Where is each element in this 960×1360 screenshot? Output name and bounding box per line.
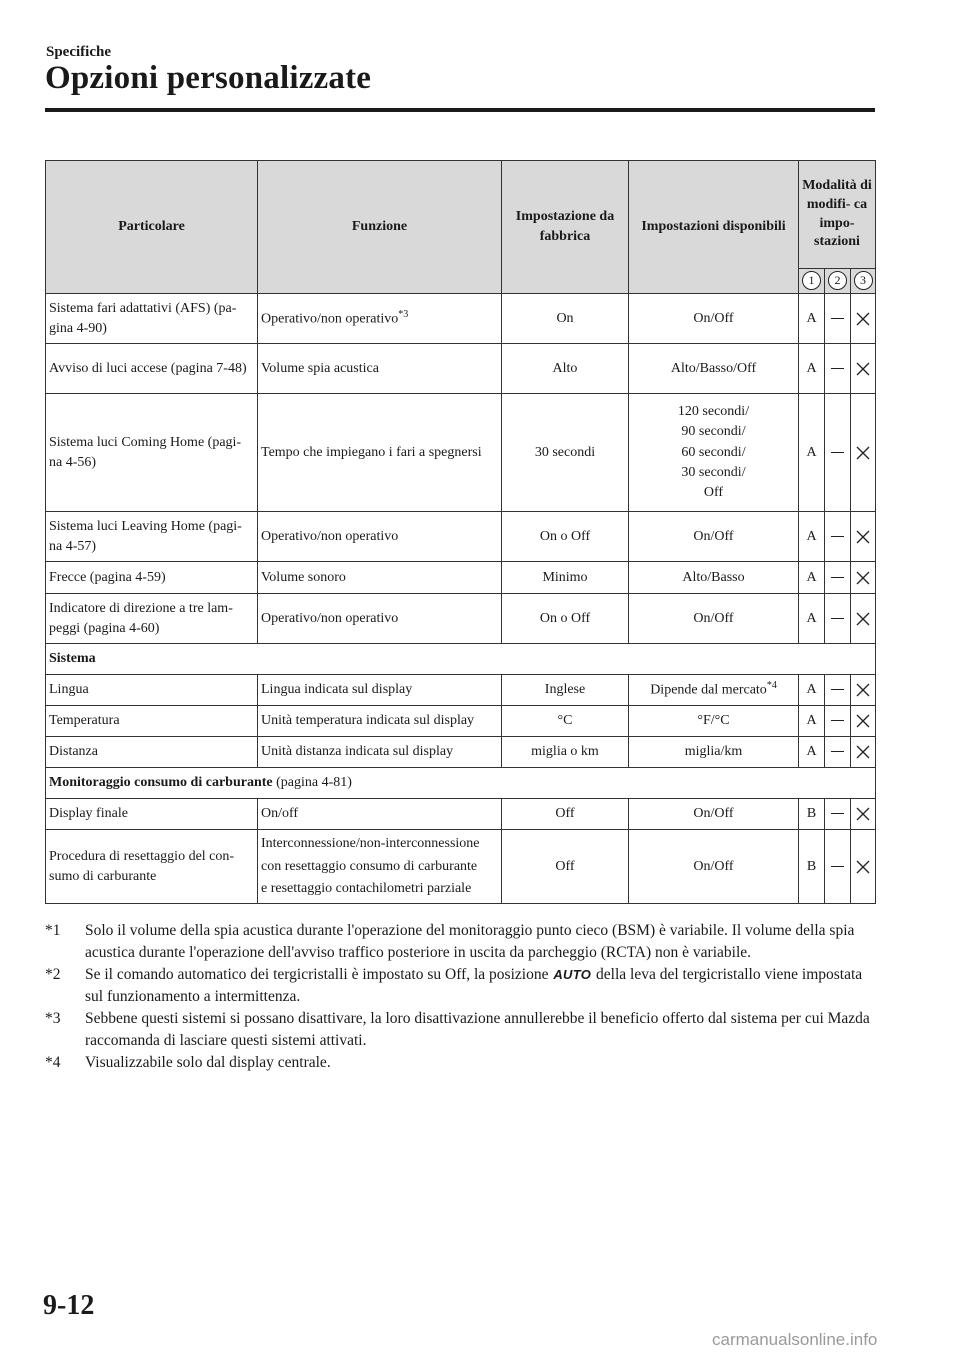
- table-row: [46, 799, 876, 830]
- section-row-fuel: [46, 768, 876, 799]
- mode-col-2: 2: [825, 269, 851, 294]
- dash-icon: [825, 394, 851, 512]
- table-row: [46, 737, 876, 768]
- cell-available: Alto/Basso/Off: [629, 344, 799, 394]
- cell-item: Indicatore di direzione a tre lam- peggi (pagina 4-60): [46, 594, 258, 644]
- cross-icon: [851, 394, 876, 512]
- table-row: [46, 594, 876, 644]
- cell-function: Unità distanza indicata sul display: [258, 737, 502, 768]
- table-row: [46, 830, 876, 904]
- cell-function: Tempo che impiegano i fari a spegnersi: [258, 394, 502, 512]
- dash-icon: [825, 512, 851, 562]
- cell-mode-1: A: [799, 394, 825, 512]
- table-row: [46, 344, 876, 394]
- cell-available: On/Off: [629, 512, 799, 562]
- cell-mode-1: A: [799, 294, 825, 344]
- dash-icon: [825, 830, 851, 904]
- cell-factory: Alto: [502, 344, 629, 394]
- cell-item: Sistema luci Leaving Home (pagi- na 4-57): [46, 512, 258, 562]
- cell-function: Operativo/non operativo: [258, 594, 502, 644]
- cell-available: °F/°C: [629, 706, 799, 737]
- cell-factory: °C: [502, 706, 629, 737]
- dash-icon: [825, 562, 851, 594]
- mode-col-3: 3: [851, 269, 876, 294]
- cell-mode-1: A: [799, 706, 825, 737]
- cell-function: Unità temperatura indicata sul display: [258, 706, 502, 737]
- footnotes: [45, 920, 875, 1074]
- cell-factory: miglia o km: [502, 737, 629, 768]
- cell-factory: Off: [502, 830, 629, 904]
- cross-icon: [851, 344, 876, 394]
- section-title: Sistema: [46, 644, 876, 675]
- cross-icon: [851, 706, 876, 737]
- cell-mode-1: A: [799, 675, 825, 706]
- cell-available: Dipende dal mercato$^{*4}$: [629, 675, 799, 706]
- header-function: Funzione: [258, 161, 502, 294]
- cell-item: Lingua: [46, 675, 258, 706]
- header-available-settings: Impostazioni disponibili: [629, 161, 799, 294]
- footnote: *3 Sebbene questi sistemi si possano disattivare, la loro disattivazione annullerebbe il beneficio offerto dal sistema per cui Mazda raccomanda di lasciare questi sistemi attivati.: [45, 1010, 870, 1049]
- cell-function: Volume sonoro: [258, 562, 502, 594]
- title-divider: [45, 108, 875, 112]
- cell-factory: Minimo: [502, 562, 629, 594]
- table-row: [46, 512, 876, 562]
- custom-options-table: [45, 160, 876, 904]
- cross-icon: [851, 830, 876, 904]
- cell-factory: On o Off: [502, 594, 629, 644]
- watermark: carmanualsonline.info: [712, 1330, 878, 1349]
- cell-item: Procedura di resettaggio del con- sumo di carburante: [46, 830, 258, 904]
- cell-available: 120 secondi/ 90 secondi/ 60 secondi/ 30 secondi/ Off: [629, 394, 799, 512]
- cell-mode-1: A: [799, 737, 825, 768]
- cell-factory: Off: [502, 799, 629, 830]
- dash-icon: [825, 737, 851, 768]
- table-row: [46, 294, 876, 344]
- cell-item: Frecce (pagina 4-59): [46, 562, 258, 594]
- cell-item: Sistema luci Coming Home (pagi- na 4-56): [46, 394, 258, 512]
- cross-icon: [851, 799, 876, 830]
- cell-available: On/Off: [629, 594, 799, 644]
- auto-badge-icon: AUTO: [553, 967, 592, 982]
- dash-icon: [825, 594, 851, 644]
- footnote: *4 Visualizzabile solo dal display centrale.: [45, 1054, 331, 1071]
- table-row: [46, 706, 876, 737]
- dash-icon: [825, 706, 851, 737]
- cell-factory: 30 secondi: [502, 394, 629, 512]
- cell-available: Alto/Basso: [629, 562, 799, 594]
- cell-available: On/Off: [629, 830, 799, 904]
- cell-mode-1: A: [799, 344, 825, 394]
- cell-factory: On: [502, 294, 629, 344]
- cell-function: Operativo/non operativo$^{*3}$: [258, 294, 502, 344]
- cell-mode-1: A: [799, 594, 825, 644]
- dash-icon: [825, 675, 851, 706]
- cross-icon: [851, 737, 876, 768]
- cell-item: Display finale: [46, 799, 258, 830]
- cell-item: Sistema fari adattativi (AFS) (pa- gina 4-90): [46, 294, 258, 344]
- section-title: Monitoraggio consumo di carburante (pagina 4-81): [46, 768, 876, 799]
- cross-icon: [851, 594, 876, 644]
- cell-available: On/Off: [629, 294, 799, 344]
- section-row-sistema: [46, 644, 876, 675]
- cell-available: On/Off: [629, 799, 799, 830]
- footnote: *2 Se il comando automatico dei tergicristalli è impostato su Off, la posizione AUTO della leva del tergicristallo viene impostata sul funzionamento a intermittenza.: [45, 966, 863, 1005]
- cell-function: On/off: [258, 799, 502, 830]
- header-factory-setting: Impostazione da fabbrica: [502, 161, 629, 294]
- cell-mode-1: B: [799, 830, 825, 904]
- footnote: *1 Solo il volume della spia acustica durante l'operazione del monitoraggio punto cieco (BSM) è variabile. Il volume della spia acustica durante l'operazione dell'avviso traffico posteriore in uscita da parcheggio (RCTA) non è variabile.: [45, 922, 855, 961]
- cross-icon: [851, 512, 876, 562]
- cell-mode-1: A: [799, 512, 825, 562]
- cross-icon: [851, 294, 876, 344]
- header-item: Particolare: [46, 161, 258, 294]
- cell-item: Avviso di luci accese (pagina 7-48): [46, 344, 258, 394]
- cell-function: Operativo/non operativo: [258, 512, 502, 562]
- mode-col-1: 1: [799, 269, 825, 294]
- cell-item: Distanza: [46, 737, 258, 768]
- dash-icon: [825, 799, 851, 830]
- cell-function: Volume spia acustica: [258, 344, 502, 394]
- cell-item: Temperatura: [46, 706, 258, 737]
- cell-factory: On o Off: [502, 512, 629, 562]
- cross-icon: [851, 562, 876, 594]
- table-row: [46, 675, 876, 706]
- cross-icon: [851, 675, 876, 706]
- cell-factory: Inglese: [502, 675, 629, 706]
- cell-function: Lingua indicata sul display: [258, 675, 502, 706]
- table-row: [46, 394, 876, 512]
- table-row: [46, 562, 876, 594]
- cell-mode-1: A: [799, 562, 825, 594]
- dash-icon: [825, 294, 851, 344]
- cell-mode-1: B: [799, 799, 825, 830]
- dash-icon: [825, 344, 851, 394]
- section-label: Specifiche: [46, 44, 111, 60]
- cell-function: Interconnessione/non-interconnessione con resettaggio consumo di carburante e resettaggio contachilometri parziale: [258, 830, 502, 904]
- page-number: 9-12: [43, 1290, 95, 1321]
- page-title: Opzioni personalizzate: [45, 60, 372, 96]
- cell-available: miglia/km: [629, 737, 799, 768]
- header-change-mode: Modalità di modifi- ca impo- stazioni: [799, 161, 876, 269]
